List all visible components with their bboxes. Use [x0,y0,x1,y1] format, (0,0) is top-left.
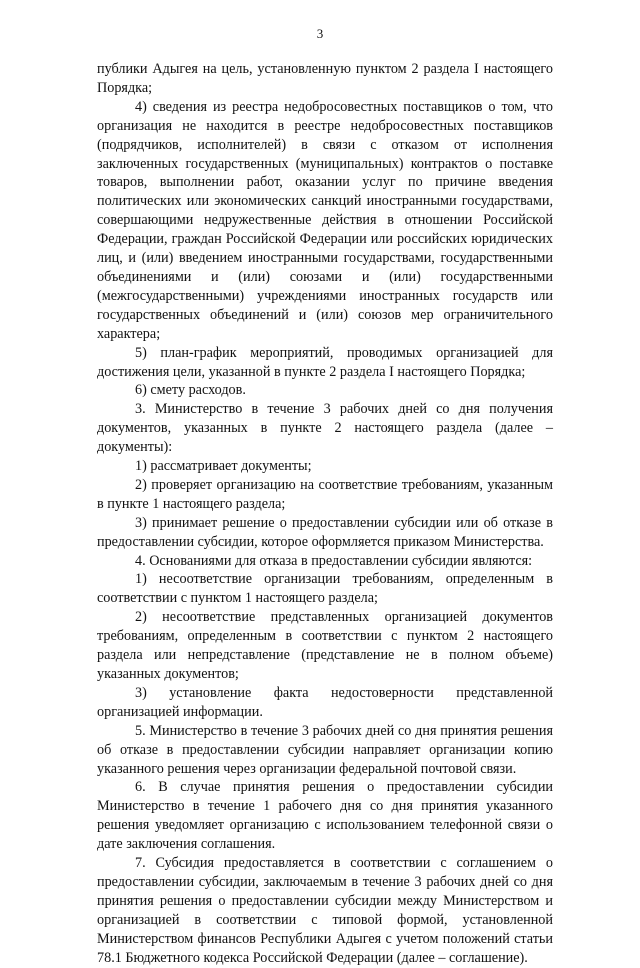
document-body [97,60,553,968]
paragraph-clause-3-item-3: 3) принимает решение о предоставлении субсидии или об отказе в предоставлении субсидии, которое оформляется приказом Министерства. [97,514,553,550]
paragraph-clause-4-item-2: 2) несоответствие представленных организацией документов требованиям, определенным в соответствии с пунктом 2 настоящего раздела или непредставление (представление не в полном объеме) указанных документов; [97,609,553,682]
paragraph-clause-3: 3. Министерство в течение 3 рабочих дней со дня получения документов, указанных в пункте 2 настоящего раздела (далее – документы): [97,401,553,456]
paragraph-item-5: 5) план-график мероприятий, проводимых организацией для достижения цели, указанной в пункте 2 раздела I настоящего Порядка; [97,344,553,380]
paragraph-clause-4-item-3: 3) установление факта недостоверности представленной организацией информации. [97,684,553,720]
paragraph-clause-5: 5. Министерство в течение 3 рабочих дней со дня принятия решения об отказе в предоставлении субсидии направляет организации копию указанного решения через организации федеральной почтовой связи. [97,722,553,777]
page-number: 3 [316,26,324,41]
paragraph-item-6: 6) смету расходов. [135,382,246,399]
paragraph-continuation: публики Адыгея на цель, установленную пунктом 2 раздела I настоящего Порядка; [97,61,553,96]
paragraph-clause-3-item-1: 1) рассматривает документы; [135,458,312,475]
paragraph-clause-4: 4. Основаниями для отказа в предоставлении субсидии являются: [135,552,533,569]
paragraph-clause-6: 6. В случае принятия решения о предоставлении субсидии Министерство в течение 1 рабочего дня со дня принятия указанного решения уведомляет организацию с использованием телефонной связи о дате заключения соглашения. [97,779,553,853]
paragraph-clause-3-item-2: 2) проверяет организацию на соответствие требованиям, указанным в пункте 1 настоящего раздела; [97,476,553,512]
paragraph-clause-4-item-1: 1) несоответствие организации требованиям, определенным в соответствии с пунктом 1 настоящего раздела; [97,571,553,607]
paragraph-item-4: 4) сведения из реестра недобросовестных поставщиков о том, что организация не находится в реестре недобросовестных поставщиков (подрядчиков, исполнителей) в связи с отказом от исполнения заключенных государственных (муниципальных) контрактов о поставке товаров, выполнении работ, оказании услуг по причине введения политических или экономических санкций иностранными государствами, совершающими недружественные действия в отношении Российской Федерации, граждан Российской Федерации или российских юридических лиц, и (или) введением иностранными государствами, государственными объединениями и (или) союзами и (или) государственными (межгосударственными) учреждениями иностранных государств или государственных объединений и (или) союзов мер ограничительного характера; [97,98,553,342]
paragraph-clause-7: 7. Субсидия предоставляется в соответствии с соглашением о предоставлении субсидии, заключаемым в течение 3 рабочих дней со дня принятия решения о предоставлении субсидии между Министерством и организацией в соответствии с типовой формой, установленной Министерством финансов Республики Адыгея с учетом положений статьи 78.1 Бюджетного кодекса Российской Федерации (далее – соглашение). [97,855,553,966]
